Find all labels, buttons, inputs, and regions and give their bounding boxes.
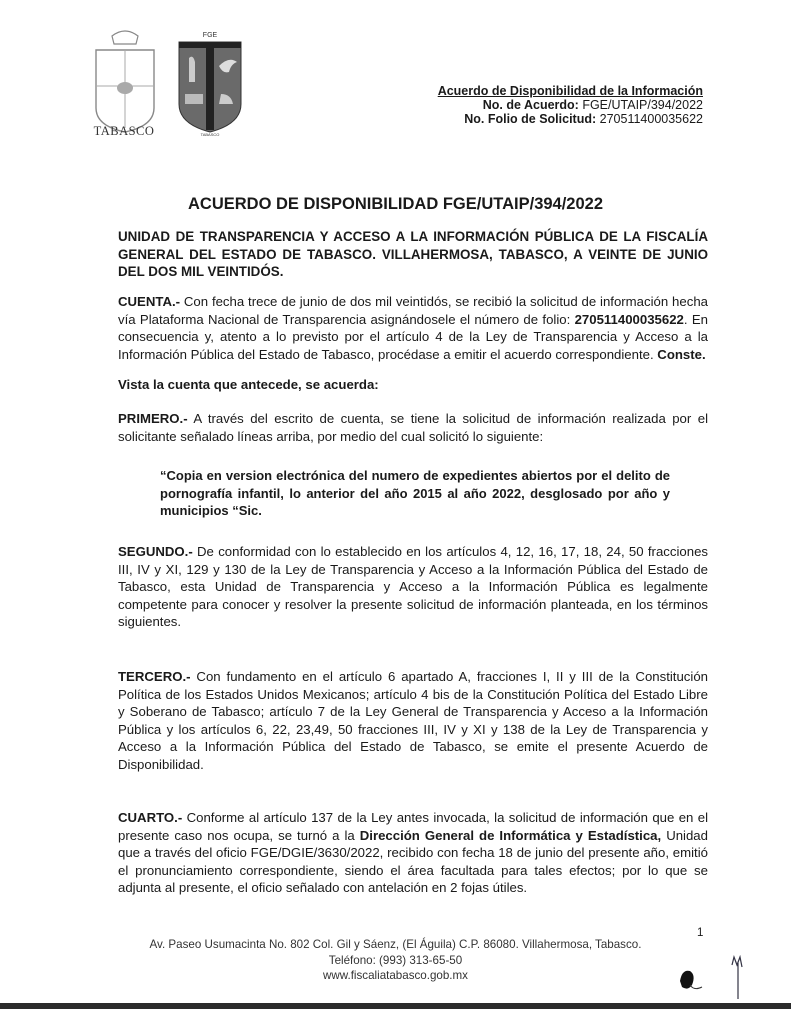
tabasco-logo-label: TABASCO — [93, 124, 155, 138]
tercero-label: TERCERO.- — [118, 669, 191, 684]
segundo-label: SEGUNDO.- — [118, 544, 193, 559]
footer-phone: Teléfono: (993) 313-65-50 — [328, 953, 463, 967]
vista-statement: Vista la cuenta que antecede, se acuerda: — [118, 377, 379, 392]
request-quote: “Copia en version electrónica del numero de expedientes abiertos por el delito de pornografía infantil, lo anterior del año 2015 al año 2022, desglosado por año y municipios “Sic. — [160, 468, 670, 519]
primero-label: PRIMERO.- — [118, 411, 188, 426]
svg-text:FGE: FGE — [202, 32, 218, 39]
acuerdo-label: No. de Acuerdo: — [482, 98, 579, 112]
folio-number: 270511400035622 — [599, 112, 703, 126]
page-number: 1 — [697, 927, 704, 939]
document-type: Acuerdo de Disponibilidad de la Información — [437, 84, 703, 98]
tercero-text: Con fundamento en el artículo 6 apartado A, fracciones I, II y III de la Constitución Política de los Estados Unidos Mexicanos; artículo 4 bis de la Constitución Política del Estado Libre y Soberano de Tabasco; artículo 7 de la Ley General de Transparencia y Acceso a la Información Pública y los artículos 6, 22, 23,49, 50 fracciones III, IV y XI y 138 de la Ley de Transparencia y Acceso a la Información Pública del Estado de Tabasco, se emite el presente Acuerdo de Disponibilidad. — [118, 669, 708, 772]
conste: Conste. — [657, 346, 706, 362]
document-header — [438, 84, 703, 126]
cuarto-paragraph — [118, 809, 708, 897]
cuarto-label: CUARTO.- — [118, 810, 183, 825]
acuerdo-number: FGE/UTAIP/394/2022 — [582, 98, 703, 112]
folio-label: No. Folio de Solicitud: — [464, 112, 597, 126]
segundo-paragraph — [118, 543, 708, 631]
footer-address: Av. Paseo Usumacinta No. 802 Col. Gil y Sáenz, (El Águila) C.P. 86080. Villahermosa, Tabasco. — [149, 938, 642, 951]
footer-rule — [0, 1003, 791, 1009]
issuing-unit-heading: UNIDAD DE TRANSPARENCIA Y ACCESO A LA INFORMACIÓN PÚBLICA DE LA FISCALÍA GENERAL DEL ESTADO DE TABASCO. VILLAHERMOSA, TABASCO, A VEINTE DE JUNIO DEL DOS MIL VEINTIDÓS. — [118, 229, 708, 280]
cuenta-label: CUENTA.- — [118, 294, 181, 309]
primero-paragraph — [118, 410, 708, 445]
handwritten-initials — [672, 955, 752, 1003]
fge-shield-logo — [175, 28, 245, 138]
svg-text:TABASCO: TABASCO — [200, 132, 220, 137]
cuarto-text-2: Unidad que a través del oficio FGE/DGIE/3630/2022, recibido con fecha 18 de junio del presente año, emitió el pronunciamiento correspondiente, siendo el área facultada para tales efectos; por lo que se adjunta al presente, el oficio señalado con antelación en 2 fojas útiles. — [118, 827, 708, 896]
primero-text: A través del escrito de cuenta, se tiene la solicitud de información realizada por el solicitante señalado líneas arriba, por medio del cual solicitó lo siguiente: — [118, 411, 708, 444]
cuenta-text: Con fecha trece de junio de dos mil veintidós, se recibió la solicitud de información hecha vía Plataforma Nacional de Transparencia asignándosele el número de folio: — [118, 294, 708, 327]
cuenta-text-2: . En consecuencia y, atento a lo previsto por el artículo 4 de la Ley de Transparencia y Acceso a la Información Pública del Estado de Tabasco, procédase a emitir el acuerdo correspondiente. — [118, 311, 708, 362]
cuarto-area: Dirección General de Informática y Estadística, — [359, 827, 662, 843]
cuenta-paragraph — [118, 293, 708, 363]
cuarto-text: Conforme al artículo 137 de la Ley antes invocada, la solicitud de información que en el presente caso nos ocupa, se turnó a la — [118, 810, 708, 843]
segundo-text: De conformidad con lo establecido en los artículos 4, 12, 16, 17, 18, 24, 50 fracciones III, IV y XI, 129 y 130 de la Ley de Transparencia y Acceso a la Información Pública del Estado de Tabasco, esta Unidad de Transparencia y Acceso a la Información Pública es legalmente competente para conocer y resolver la presente solicitud de información planteada, en los términos siguientes. — [118, 544, 708, 630]
footer-website: www.fiscaliatabasco.gob.mx — [323, 969, 468, 982]
document-title: ACUERDO DE DISPONIBILIDAD FGE/UTAIP/394/2022 — [187, 195, 604, 213]
cuenta-folio: 270511400035622 — [574, 311, 684, 327]
tercero-paragraph — [118, 668, 708, 774]
